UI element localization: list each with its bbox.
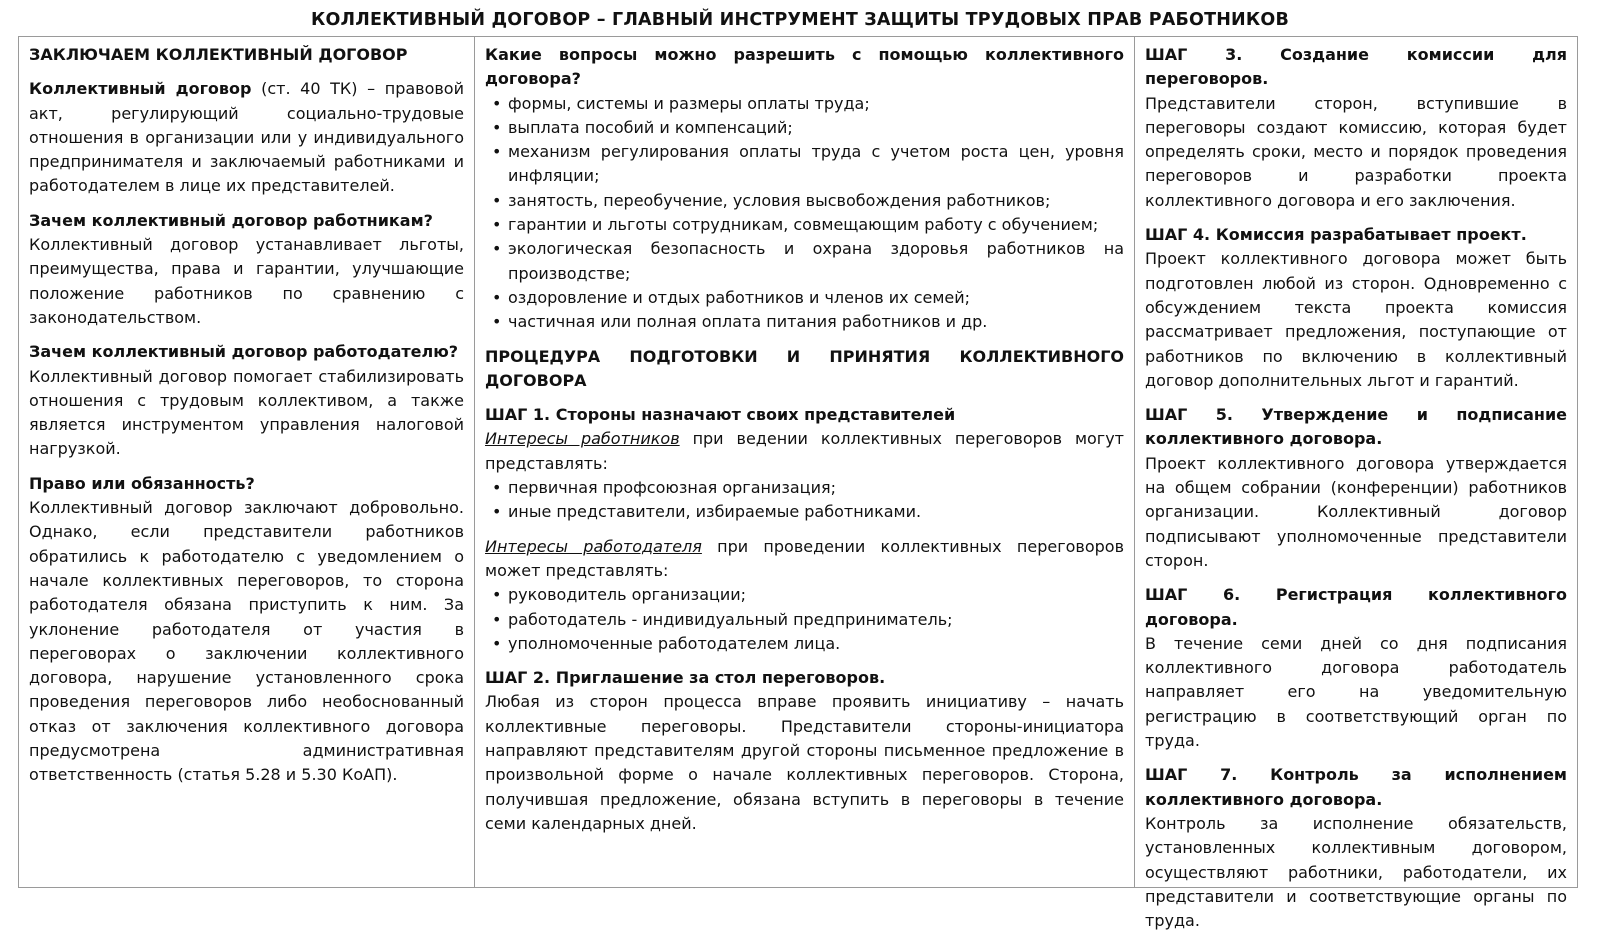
step6-title: ШАГ 6. Регистрация коллективного договора. <box>1145 585 1567 629</box>
answer-workers: Коллективный договор устанавливает льготы, преимущества, права и гарантии, улучшающие положение работников по сравнению с законодательством. <box>29 235 464 327</box>
employer-interests-paragraph: Интересы работодателя при проведении коллективных переговоров может представлять: <box>485 536 1124 580</box>
list-item: • иные представители, избираемые работниками. <box>492 502 922 522</box>
step7-text: Контроль за исполнение обязательств, установленных коллективным договором, осуществляют работники, работодатели, их представители и соответствующие органы по труда. <box>1145 813 1567 931</box>
workers-interests-paragraph: Интересы работников при ведении коллективных переговоров могут представлять: <box>485 429 1125 473</box>
content-table <box>18 36 1578 931</box>
list-item: • оздоровление и отдых работников и членов их семей; <box>492 287 971 307</box>
list-item: • механизм регулирования оплаты труда с учетом роста цен, уровня инфляции; <box>492 142 1124 186</box>
step2-title: ШАГ 2. Приглашение за стол переговоров. <box>485 668 886 688</box>
definition-term: Коллективный договор <box>29 79 252 99</box>
question-employer: Зачем коллективный договор работодателю? <box>29 342 459 362</box>
section-heading-conclusion: ЗАКЛЮЧАЕМ КОЛЛЕКТИВНЫЙ ДОГОВОР <box>29 45 408 64</box>
step5-text: Проект коллективного договора утверждается на общем собрании (конференции) работников организации. Коллективный договор подписывают уполномоченные представители сторон. <box>1145 453 1567 570</box>
list-item: • гарантии и льготы сотрудникам, совмещающим работу с обучением; <box>492 215 1099 235</box>
question-workers: Зачем коллективный договор работникам? <box>29 210 433 230</box>
list-item: • формы, системы и размеры оплаты труда; <box>492 93 870 113</box>
definition-text: (ст. 40 ТК) – правовой акт, регулирующий социально-трудовые отношения в организации или у индивидуального предпринимателя и заключаемый работниками и работодателем в лице их представителей. <box>29 79 464 196</box>
list-item: • экологическая безопасность и охрана здоровья работников на производстве; <box>492 239 1124 283</box>
step4-title: ШАГ 4. Комиссия разрабатывает проект. <box>1145 225 1527 245</box>
answer-employer: Коллективный договор помогает стабилизировать отношения с трудовым коллективом, а также является инструментом управления налоговой нагрузкой. <box>29 366 464 459</box>
step3-title: ШАГ 3. Создание комиссии для переговоров. <box>1145 45 1567 89</box>
step1-title: ШАГ 1. Стороны назначают своих представителей <box>485 405 956 425</box>
employer-reps-list <box>485 583 1124 656</box>
workers-interests-label: Интересы работников <box>485 429 680 449</box>
procedure-heading: ПРОЦЕДУРА ПОДГОТОВКИ И ПРИНЯТИЯ КОЛЛЕКТИВНОГО ДОГОВОРА <box>485 346 1124 390</box>
issues-list <box>485 92 1124 335</box>
list-item: • первичная профсоюзная организация; <box>492 478 836 498</box>
issues-heading: Какие вопросы можно разрешить с помощью коллективного договора? <box>485 45 1124 89</box>
page-title: КОЛЛЕКТИВНЫЙ ДОГОВОР – ГЛАВНЫЙ ИНСТРУМЕНТ ЗАЩИТЫ ТРУДОВЫХ ПРАВ РАБОТНИКОВ <box>310 10 1290 30</box>
employer-interests-label: Интересы работодателя <box>485 536 702 556</box>
step2-text: Любая из сторон процесса вправе проявить инициативу – начать коллективные переговоры. Представители стороны-инициатора направляют представителям другой стороны письменное предложение в произвольной форме о начале коллективных переговоров. Сторона, получившая предложение, обязана вступить в переговоры в течение семи календарных дней. <box>485 692 1124 833</box>
step3-text: Представители сторон, вступившие в переговоры создают комиссию, которая будет определять сроки, место и порядок проведения переговоров и разработки проекта коллективного договора и его заключения. <box>1145 93 1567 210</box>
list-item: • занятость, переобучение, условия высвобождения работников; <box>492 190 1051 210</box>
list-item: • руководитель организации; <box>492 585 747 605</box>
column-steps <box>1135 37 1577 931</box>
step7-title: ШАГ 7. Контроль за исполнением коллективного договора. <box>1145 765 1567 809</box>
list-item: • выплата пособий и компенсаций; <box>492 117 793 137</box>
step5-title: ШАГ 5. Утверждение и подписание коллективного договора. <box>1145 405 1567 449</box>
step6-text: В течение семи дней со дня подписания коллективного договора работодатель направляет его на уведомительную регистрацию в соответствующий орган по труда. <box>1145 633 1567 751</box>
question-right-or-duty: Право или обязанность? <box>29 473 255 493</box>
workers-reps-list <box>485 476 1124 525</box>
definition-paragraph <box>29 77 464 198</box>
list-item: • уполномоченные работодателем лица. <box>492 633 841 653</box>
column-procedure <box>475 37 1135 887</box>
column-conclusion <box>19 37 475 887</box>
list-item: • частичная или полная оплата питания работников и др. <box>492 312 988 332</box>
list-item: • работодатель - индивидуальный предприниматель; <box>492 609 953 629</box>
step4-text: Проект коллективного договора может быть подготовлен любой из сторон. Одновременно с обсуждением текста проекта комиссия рассматривает предложения, поступающие от работников по включению в коллективный договор дополнительных льгот и гарантий. <box>1145 249 1567 390</box>
answer-right-or-duty: Коллективный договор заключают добровольно. Однако, если представители работников обратились к работодателю с уведомлением о начале коллективных переговоров, то сторона работодателя обязана приступить к ним. За уклонение работодателя от участия в переговорах о заключении коллективного договора, нарушение установленного срока проведения переговоров либо необоснованный отказ от заключения коллективного договора предусмотрена административная ответственность (статья 5.28 и 5.30 КоАП). <box>29 498 464 785</box>
